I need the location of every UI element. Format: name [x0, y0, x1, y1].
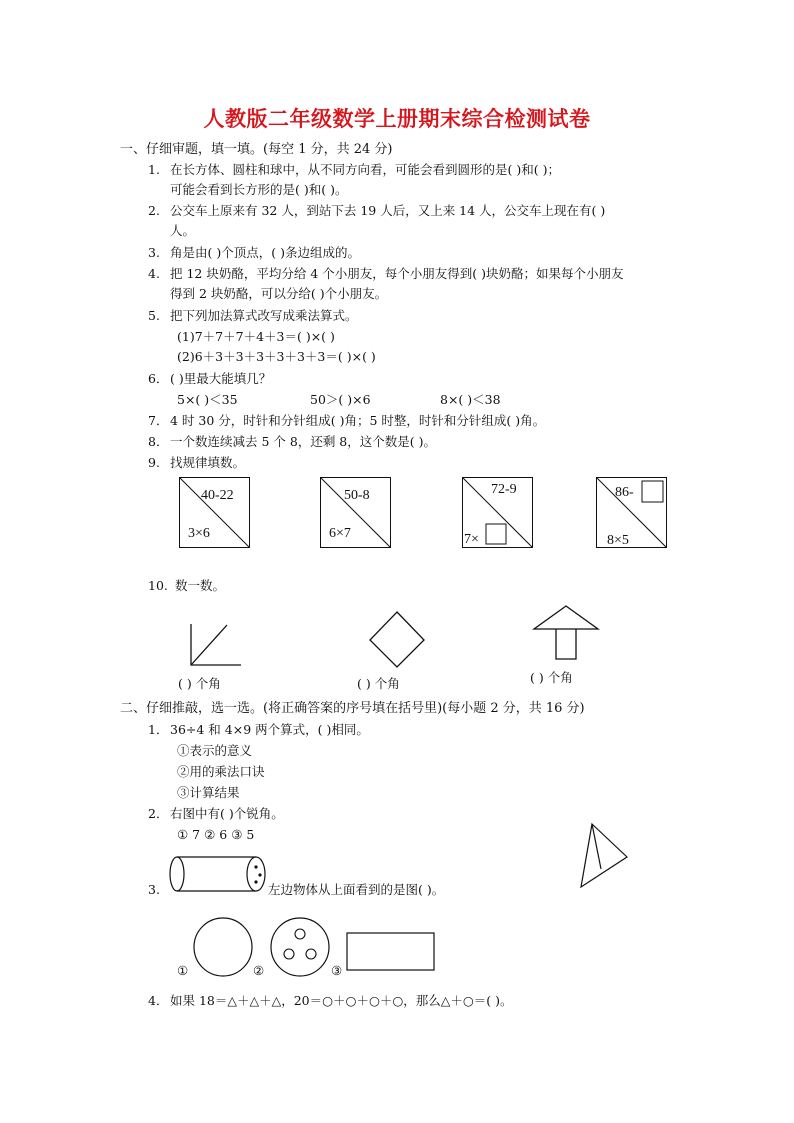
q3-line1: 角是由( )个顶点，( )条边组成的。: [170, 245, 360, 260]
s2-q4-number: 4．: [148, 993, 169, 1008]
q9-box-2-top: 50-8: [344, 488, 370, 503]
s2-q3-label-3: ③: [331, 963, 343, 978]
q9-line1: 找规律填数。: [170, 455, 246, 470]
s2-q3-option-3-rectangle: [346, 932, 436, 972]
q9-box-4-top: 86-: [615, 485, 634, 500]
s2-q2-line1: 右图中有( )个锐角。: [170, 806, 284, 821]
q4-line2: 得到 2 块奶酪，可以分给( )个小朋友。: [170, 286, 388, 301]
q10-mushroom-figure: [531, 604, 601, 662]
q10-label-1: ( ) 个角: [178, 676, 221, 691]
q6-item-1: 5×( )＜35: [177, 392, 238, 407]
s2-q1-option-1: ①表示的意义: [177, 743, 253, 758]
q10-label-3: ( ) 个角: [530, 670, 573, 685]
q5-number: 5.: [148, 308, 160, 323]
q8-number: 8．: [148, 434, 169, 449]
s2-q3-option-2-circle-dots: [269, 916, 331, 978]
q7-number: 7．: [148, 413, 169, 428]
s2-q1-option-2: ②用的乘法口诀: [177, 764, 265, 779]
q9-box-4-blank: [642, 481, 663, 502]
s2-q3-label-2: ②: [253, 963, 265, 978]
s2-q3-cylinder-figure: [168, 855, 268, 895]
q5-sub2: (2)6＋3＋3＋3＋3＋3＋3＝( )×( ): [177, 349, 376, 364]
s2-q1-number: 1．: [148, 722, 169, 737]
q9-box-3: [462, 477, 534, 549]
q9-box-4-bottom: 8×5: [607, 533, 629, 548]
q1-number: 1.: [148, 162, 160, 177]
q9-box-2-bottom: 6×7: [329, 526, 351, 541]
q6-number: 6．: [148, 371, 169, 386]
q6-item-2: 50＞( )×6: [310, 392, 371, 407]
q7-line1: 4 时 30 分，时针和分针组成( )角；5 时整，时针和分针组成( )角。: [170, 413, 546, 428]
page-title: 人教版二年级数学上册期末综合检测试卷: [203, 107, 591, 131]
q3-number: 3.: [148, 245, 160, 260]
q10-line1: 数一数。: [175, 578, 226, 593]
s2-q2-options: ① 7 ② 6 ③ 5: [177, 827, 255, 842]
q8-line1: 一个数连续减去 5 个 8，还剩 8，这个数是( )。: [170, 434, 436, 449]
s2-q2-triangle-figure: [578, 822, 630, 890]
q6-item-3: 8×( )＜38: [440, 392, 501, 407]
q10-diamond-figure: [367, 610, 427, 670]
q5-line1: 把下列加法算式改写成乘法算式。: [170, 308, 358, 323]
s2-q4-line1: 如果 18＝△＋△＋△，20＝○＋○＋○＋○，那么△＋○＝( )。: [170, 993, 513, 1008]
q5-sub1: (1)7＋7＋7＋4＋3＝( )×( ): [177, 329, 335, 344]
section-2-header: 二、仔细推敲，选一选。(将正确答案的序号填在括号里)(每小题 2 分，共 16 分): [120, 701, 585, 716]
s2-q1-line1: 36÷4 和 4×9 两个算式，( )相同。: [170, 722, 369, 737]
q9-box-1: [179, 477, 251, 549]
q6-line1: ( )里最大能填几？: [170, 371, 272, 386]
q9-box-3-top: 72-9: [491, 482, 517, 497]
q9-box-2: [320, 477, 392, 549]
q9-box-3-blank: [486, 524, 506, 544]
s2-q3-line1: 左边物体从上面看到的是图( )。: [268, 882, 445, 897]
q2-number: 2.: [148, 203, 160, 218]
q10-angle-figure: [188, 622, 244, 668]
s2-q2-number: 2．: [148, 806, 169, 821]
q9-box-3-bottom: 7×: [464, 532, 479, 547]
s2-q3-label-1: ①: [177, 963, 189, 978]
q4-line1: 把 12 块奶酪，平均分给 4 个小朋友，每个小朋友得到( )块奶酪；如果每个小朋友: [170, 266, 624, 281]
s2-q1-option-3: ③计算结果: [177, 785, 240, 800]
q9-box-1-top: 40-22: [201, 488, 234, 503]
q9-box-4: [596, 477, 668, 549]
q1-line2: 可能会看到长方形的是( )和( )。: [170, 182, 348, 197]
q9-box-1-bottom: 3×6: [188, 526, 210, 541]
s2-q3-option-1-circle: [192, 916, 254, 978]
q9-number: 9.: [148, 455, 160, 470]
q2-line2: 人。: [170, 223, 196, 238]
q2-line1: 公交车上原来有 32 人，到站下去 19 人后，又上来 14 人，公交车上现在有( ): [170, 203, 606, 218]
q4-number: 4.: [148, 266, 160, 281]
section-1-header: 一、仔细审题，填一填。(每空 1 分，共 24 分): [120, 142, 393, 157]
q10-number: 10.: [148, 578, 168, 593]
s2-q3-number: 3.: [148, 882, 160, 897]
q10-label-2: ( ) 个角: [357, 676, 400, 691]
q1-line1: 在长方体、圆柱和球中，从不同方向看，可能会看到圆形的是( )和( )；: [170, 162, 560, 177]
